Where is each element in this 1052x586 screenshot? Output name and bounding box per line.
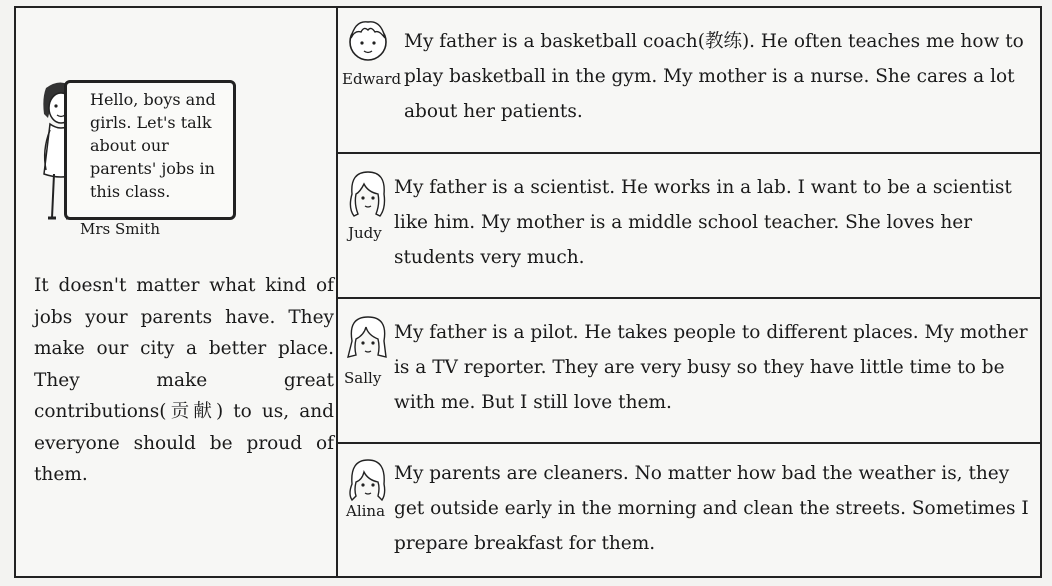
student-row-edward: [338, 8, 1040, 154]
student-name: Judy: [348, 224, 382, 242]
student-name: Alina: [346, 502, 386, 520]
student-text: My father is a basketball coach(教练). He often teaches me how to play basketball in the gym. My mother is a nurse. She cares a lot about her patients.: [404, 31, 1024, 122]
student-row-judy: [338, 152, 1040, 299]
girl-avatar-icon: [344, 313, 392, 365]
teacher-paragraph: It doesn't matter what kind of jobs your parents have. They make our city a better place. They make great contributions(贡献) to us, and everyone should be proud of them.: [34, 275, 334, 485]
student-row-sally: [338, 297, 1040, 444]
teacher-speech: Hello, boys and girls. Let's talk about our parents' jobs in this class.: [90, 90, 216, 201]
student-text: My parents are cleaners. No matter how bad the weather is, they get outside early in the morning and clean the streets. Sometimes I prepare breakfast for them.: [394, 463, 1029, 554]
student-name: Edward: [342, 70, 402, 88]
teacher-column: [16, 8, 338, 576]
girl-avatar-icon: [344, 168, 392, 220]
student-rows: [338, 8, 1040, 576]
boy-avatar-icon: [344, 16, 392, 64]
teacher-name: Mrs Smith: [80, 220, 160, 238]
reading-passage-table: [14, 6, 1042, 578]
girl-avatar-icon: [344, 456, 392, 504]
student-text: My father is a scientist. He works in a lab. I want to be a scientist like him. My mother is a middle school teacher. She loves her students very much.: [394, 177, 1012, 268]
student-row-alina: [338, 442, 1040, 578]
student-text: My father is a pilot. He takes people to different places. My mother is a TV reporter. They are very busy so they have little time to be with me. But I still love them.: [394, 322, 1028, 413]
student-name: Sally: [344, 369, 382, 387]
